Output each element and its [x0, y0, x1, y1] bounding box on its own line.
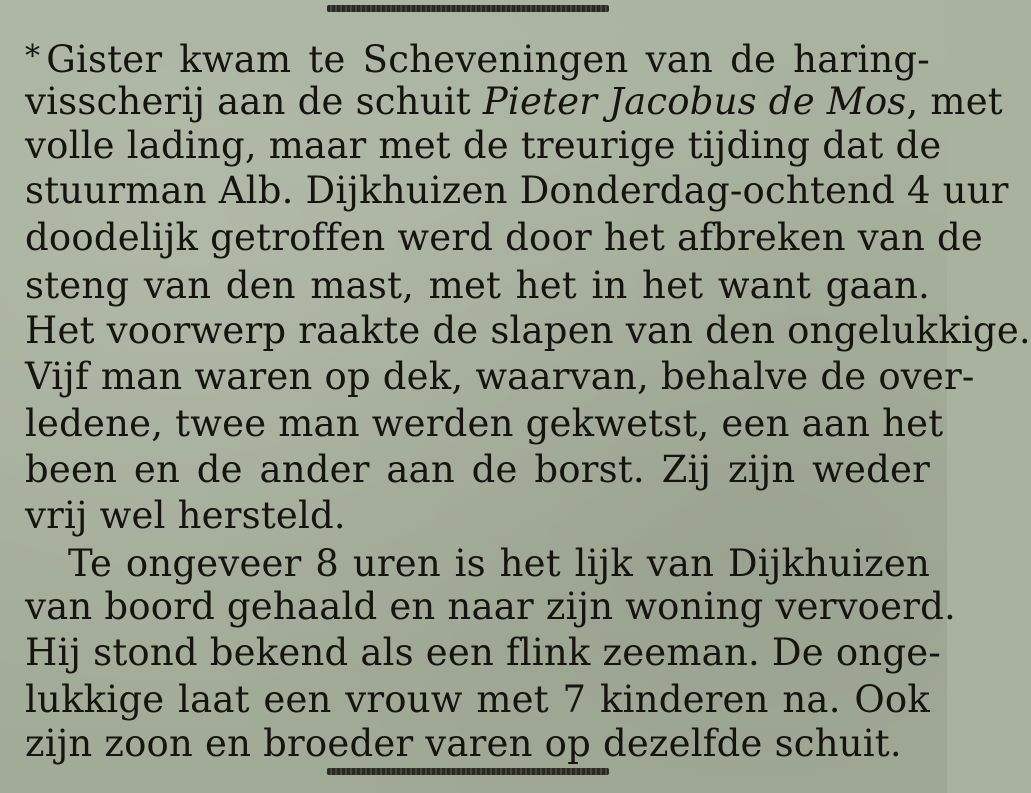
- article-line: steng van den mast, met het in het want gaan.: [25, 264, 930, 307]
- article-line-text: , met: [906, 80, 1003, 123]
- article-line: [25, 33, 930, 81]
- article-line-text: Gister kwam te Scheveningen van de haring-: [46, 38, 930, 81]
- article-line: ledene, twee man werden gekwetst, een aan het: [25, 402, 944, 445]
- article-line: vrij wel hersteld.: [25, 494, 346, 537]
- top-divider-rule: [327, 5, 609, 12]
- bottom-divider-rule: [327, 768, 609, 775]
- article-line: lukkige laat een vrouw met 7 kinderen na. Ook: [25, 678, 930, 721]
- article-line: been en de ander aan de borst. Zij zijn weder: [25, 448, 930, 491]
- article-line: zijn zoon en broeder varen op dezelfde schuit.: [25, 722, 902, 765]
- article-line: volle lading, maar met de treurige tijding dat de: [25, 124, 942, 167]
- article-line: Te ongeveer 8 uren is het lijk van Dijkhuizen: [68, 542, 930, 585]
- article-line: van boord gehaald en naar zijn woning vervoerd.: [25, 585, 956, 628]
- article-line: stuurman Alb. Dijkhuizen Donderdag-ochtend 4 uur: [25, 169, 1009, 212]
- article-line: Hij stond bekend als een flink zeeman. De onge-: [25, 631, 942, 674]
- asterisk-marker: *: [25, 39, 41, 74]
- article-line: Vijf man waren op dek, waarvan, behalve de over-: [25, 355, 975, 398]
- article-line: [25, 78, 1003, 126]
- article-line: Het voorwerp raakte de slapen van den ongelukkige.: [25, 309, 1031, 352]
- ship-name: Pieter Jacobus de Mos: [482, 80, 907, 123]
- article-line: doodelijk getroffen werd door het afbreken van de: [25, 216, 984, 259]
- article-line-text: visscherij aan de schuit: [25, 80, 471, 123]
